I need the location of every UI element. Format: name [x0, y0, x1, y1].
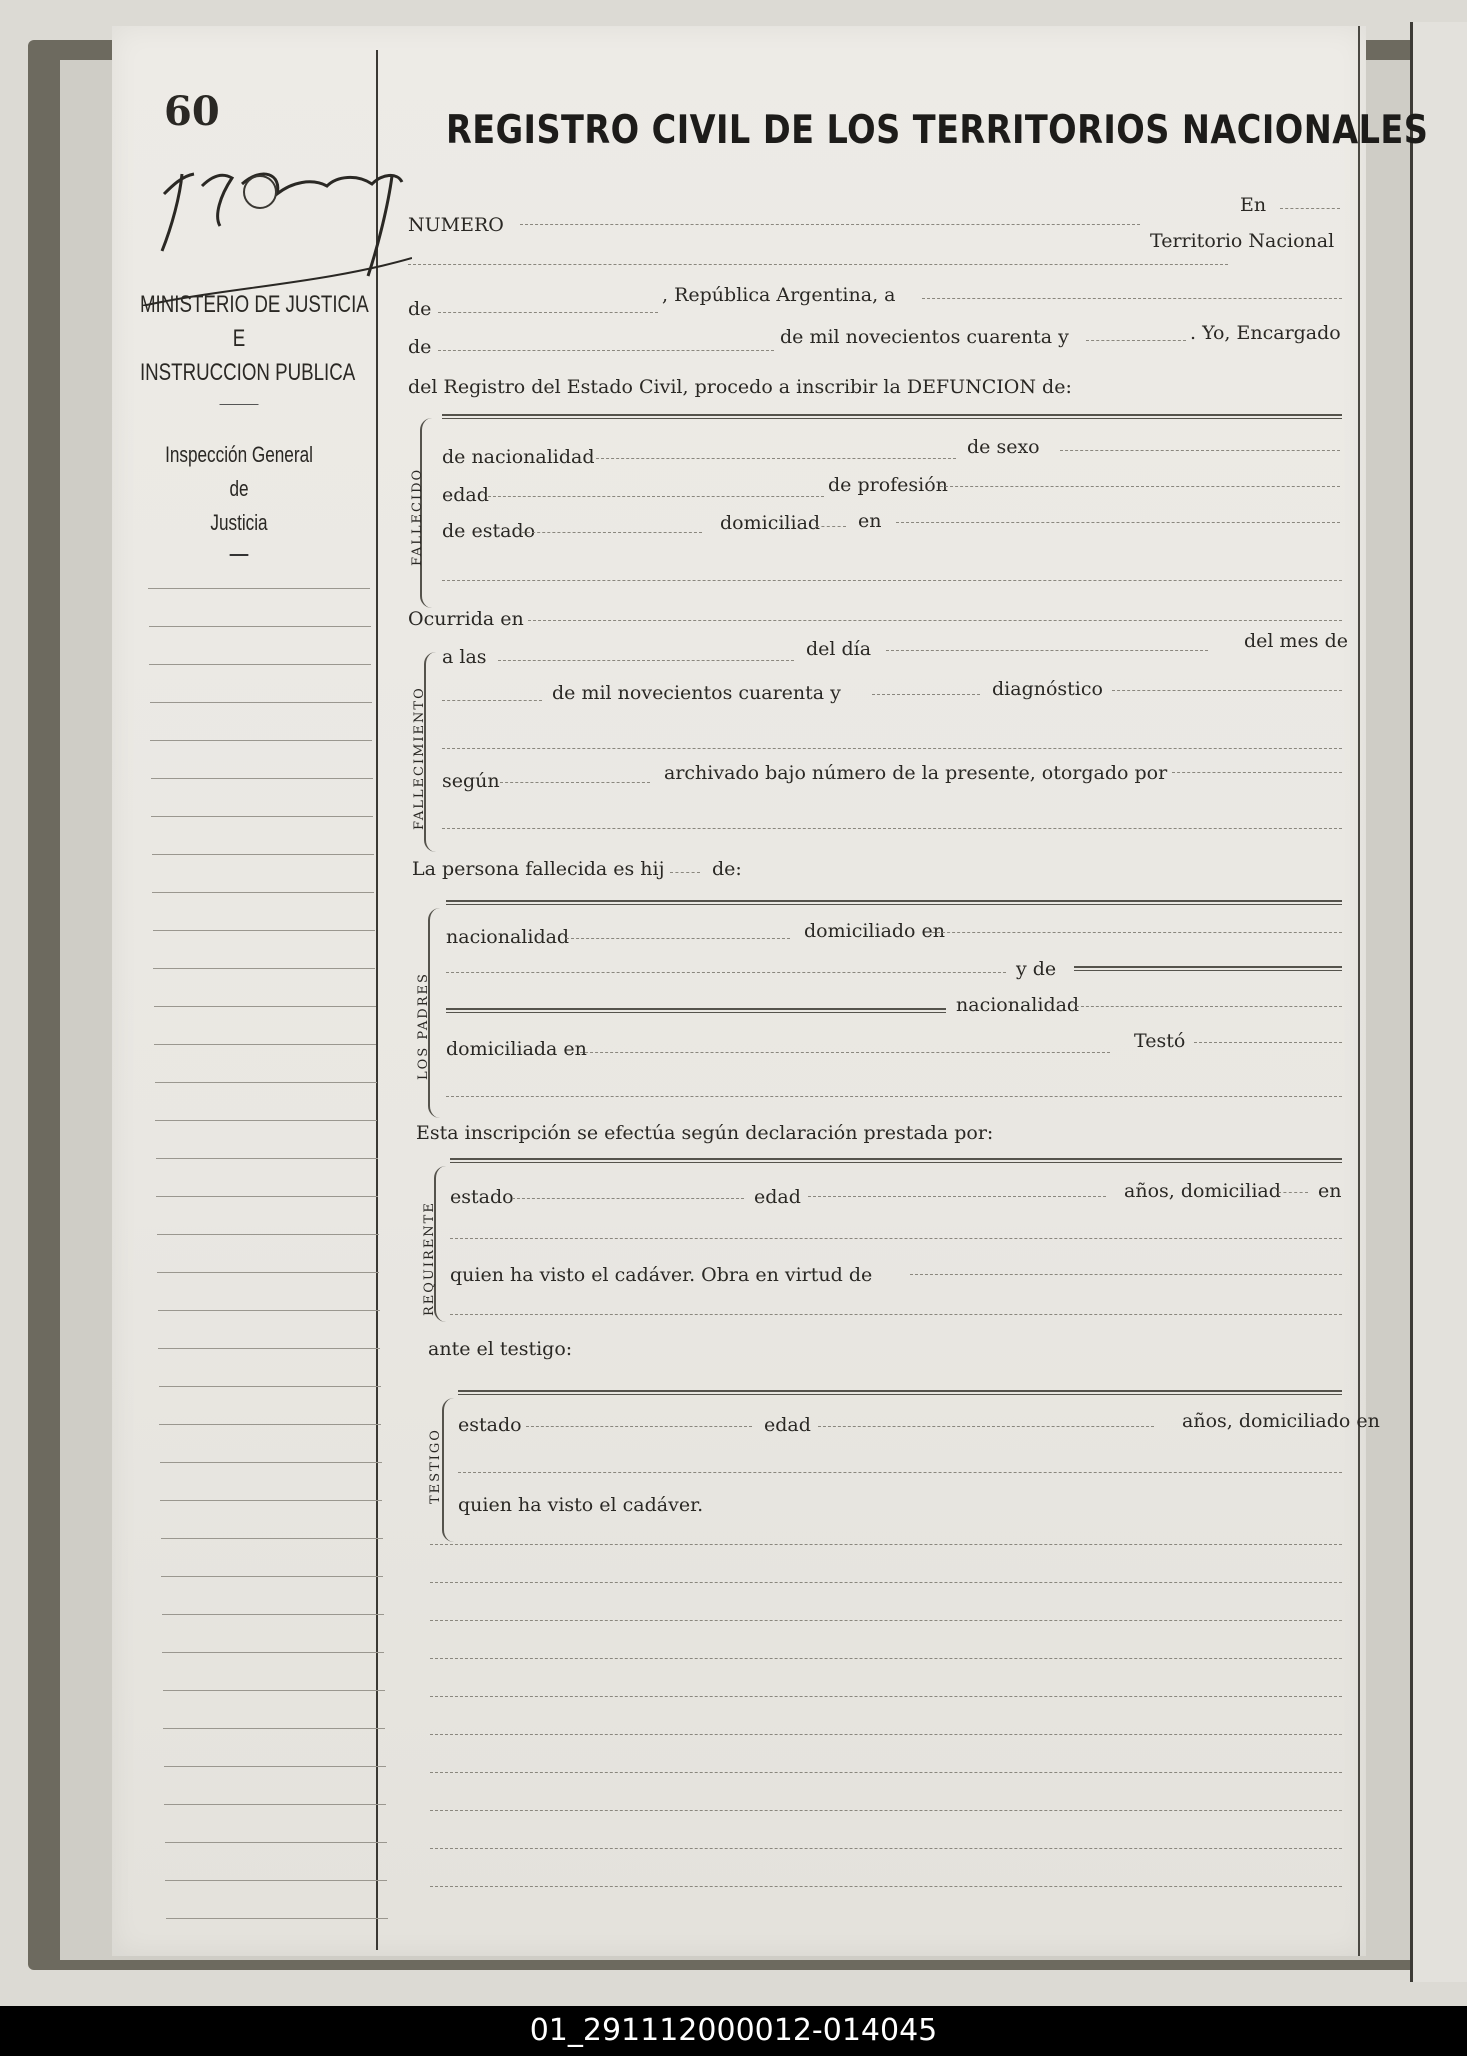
- estado-label: de estado: [442, 520, 536, 542]
- inspection-line-2: de: [229, 476, 249, 501]
- fallecimiento-side-label: FALLECIMIENTO: [412, 686, 427, 830]
- year-field[interactable]: [1086, 340, 1186, 341]
- del-mes-label: del mes de: [1244, 630, 1348, 652]
- margin-ruled-line: [156, 1196, 378, 1197]
- date-field[interactable]: [922, 298, 1342, 299]
- territorio-label: Territorio Nacional: [1150, 230, 1335, 252]
- father-address-field-2[interactable]: [446, 972, 1006, 973]
- profesion-field[interactable]: [940, 486, 1340, 487]
- hour-field[interactable]: [498, 660, 794, 661]
- margin-rule: [376, 50, 378, 1950]
- diagnostico-label: diagnóstico: [992, 678, 1103, 700]
- padres-intro-label: La persona fallecida es hij: [412, 858, 665, 880]
- domiciliad-suffix-field[interactable]: [816, 526, 846, 527]
- de-label-2: de: [408, 336, 432, 358]
- numero-label: NUMERO: [408, 214, 504, 236]
- margin-ruled-line: [152, 854, 374, 855]
- address-field-2[interactable]: [442, 580, 1342, 581]
- margin-ruled-line: [163, 1690, 385, 1691]
- margin-ruled-line: [150, 702, 372, 703]
- margin-ruled-line: [148, 588, 370, 589]
- father-address-field[interactable]: [932, 932, 1342, 933]
- otorgado-field-2[interactable]: [442, 828, 1342, 829]
- margin-ruled-line: [154, 1044, 376, 1045]
- en-label: En: [1240, 194, 1267, 216]
- handwritten-signature: [142, 116, 412, 306]
- del-dia-label: del día: [806, 638, 872, 660]
- testigo-intro: ante el testigo:: [428, 1338, 573, 1360]
- margin-ruled-line: [152, 892, 374, 893]
- margin-ruled-line: [158, 1348, 380, 1349]
- testigo-address-field[interactable]: [458, 1472, 1342, 1473]
- mother-address-field[interactable]: [580, 1052, 1110, 1053]
- mother-address-field-2[interactable]: [446, 1096, 1342, 1097]
- segun-label: según: [442, 770, 500, 792]
- en-label: en: [1318, 1180, 1342, 1202]
- ministry-line-1: MINISTERIO DE JUSTICIA: [139, 291, 369, 318]
- quien-label: quien ha visto el cadáver.: [458, 1494, 704, 1516]
- margin-ruled-line: [159, 1424, 381, 1425]
- de-label-1: de: [408, 298, 432, 320]
- diagnostico-field-2[interactable]: [442, 748, 1342, 749]
- ministry-heading: [139, 288, 369, 419]
- divider: [220, 404, 259, 405]
- address-field[interactable]: [896, 522, 1340, 523]
- sexo-field[interactable]: [1060, 450, 1340, 451]
- margin-ruled-line: [164, 1766, 386, 1767]
- margin-ruled-line: [162, 1652, 384, 1653]
- nacionalidad-label: nacionalidad: [956, 994, 1080, 1016]
- facing-page-edge: [1410, 22, 1467, 1982]
- deceased-name-field[interactable]: [442, 414, 1342, 419]
- requirente-edad-field[interactable]: [808, 1196, 1106, 1197]
- segun-field[interactable]: [500, 782, 650, 783]
- estado-field[interactable]: [522, 532, 702, 533]
- sexo-label: de sexo: [967, 436, 1040, 458]
- edad-label: edad: [764, 1414, 811, 1436]
- page-number: 60: [164, 88, 220, 135]
- inspection-heading: [140, 438, 338, 570]
- nacionalidad-field[interactable]: [596, 458, 956, 459]
- margin-ruled-line: [149, 664, 371, 665]
- margin-ruled-line: [160, 1462, 382, 1463]
- notes-ruled-line[interactable]: [430, 1848, 1342, 1849]
- mother-name-field-2[interactable]: [446, 1008, 946, 1013]
- mother-nationality-field[interactable]: [1076, 1006, 1342, 1007]
- profesion-label: de profesión: [828, 474, 948, 496]
- nacionalidad-label: nacionalidad: [446, 926, 570, 948]
- notes-ruled-line[interactable]: [430, 1544, 1342, 1545]
- ocurrida-label: Ocurrida en: [408, 608, 524, 630]
- diagnostico-field[interactable]: [1112, 690, 1342, 691]
- requirente-name-field[interactable]: [450, 1158, 1342, 1163]
- month-field[interactable]: [438, 350, 774, 351]
- domiciliada-en-label: domiciliada en: [446, 1038, 587, 1060]
- inspection-line-3: Justicia: [210, 510, 268, 535]
- margin-ruled-line: [158, 1310, 380, 1311]
- mother-name-field[interactable]: [1074, 966, 1342, 971]
- en-field[interactable]: [1280, 208, 1340, 209]
- padres-side-label: LOS PADRES: [416, 972, 431, 1080]
- inspection-line-1: Inspección General: [165, 442, 313, 467]
- death-month-field[interactable]: [442, 700, 542, 701]
- registro-statement: del Registro del Estado Civil, procedo a inscribir la DEFUNCION de:: [408, 376, 1072, 398]
- margin-ruled-line: [153, 968, 375, 969]
- mil-novecientos-label: de mil novecientos cuarenta y: [780, 326, 1069, 348]
- place-of-death-field[interactable]: [528, 620, 1342, 621]
- margin-ruled-line: [159, 1386, 381, 1387]
- death-year-field[interactable]: [872, 694, 980, 695]
- en-label: en: [858, 510, 882, 532]
- domiciliad-suffix-field[interactable]: [1278, 1192, 1308, 1193]
- requirente-estado-field[interactable]: [512, 1198, 744, 1199]
- hijo-suffix-field[interactable]: [670, 872, 700, 873]
- domiciliado-en-label: domiciliado en: [804, 920, 946, 942]
- margin-ruled-line: [157, 1234, 379, 1235]
- testigo-name-field[interactable]: [458, 1390, 1342, 1395]
- margin-ruled-line: [165, 1842, 387, 1843]
- section-brace: [442, 1398, 456, 1542]
- register-page: [112, 26, 1429, 1956]
- father-nationality-field[interactable]: [566, 938, 790, 939]
- republica-label: , República Argentina, a: [662, 284, 896, 306]
- yo-encargado-label: . Yo, Encargado: [1190, 322, 1341, 344]
- margin-ruled-line: [151, 816, 373, 817]
- testo-field[interactable]: [1194, 1042, 1342, 1043]
- margin-ruled-line: [157, 1272, 379, 1273]
- ministry-line-2: E: [232, 325, 246, 352]
- quien-obra-label: quien ha visto el cadáver. Obra en virtud de: [450, 1264, 873, 1286]
- margin-ruled-line: [149, 626, 371, 627]
- obra-en-virtud-field[interactable]: [910, 1274, 1342, 1275]
- edad-label: edad: [754, 1186, 801, 1208]
- y-de-label: y de: [1016, 958, 1057, 980]
- edad-field[interactable]: [488, 496, 824, 497]
- margin-ruled-line: [151, 778, 373, 779]
- notes-ruled-line[interactable]: [430, 1810, 1342, 1811]
- margin-ruled-line: [163, 1728, 385, 1729]
- margin-ruled-line: [162, 1614, 384, 1615]
- edad-label: edad: [442, 484, 489, 506]
- domiciliad-label: domiciliad: [720, 512, 821, 534]
- testo-label: Testó: [1134, 1030, 1186, 1052]
- notes-ruled-line[interactable]: [430, 1658, 1342, 1659]
- anos-domiciliad-label: años, domiciliad: [1124, 1180, 1281, 1202]
- margin-ruled-line: [150, 740, 372, 741]
- archivado-label: archivado bajo número de la presente, otorgado por: [664, 762, 1168, 784]
- margin-ruled-line: [161, 1576, 383, 1577]
- mil-novecientos-label: de mil novecientos cuarenta y: [552, 682, 841, 704]
- nacionalidad-label: de nacionalidad: [442, 446, 595, 468]
- notes-ruled-line[interactable]: [430, 1772, 1342, 1773]
- margin-ruled-line: [155, 1120, 377, 1121]
- notes-ruled-line[interactable]: [430, 1696, 1342, 1697]
- padres-intro-de: de:: [712, 858, 742, 880]
- day-field[interactable]: [886, 650, 1208, 651]
- numero-field[interactable]: [520, 224, 1140, 225]
- margin-ruled-line: [161, 1538, 383, 1539]
- notes-ruled-line[interactable]: [430, 1734, 1342, 1735]
- father-name-field[interactable]: [446, 900, 1342, 905]
- notes-ruled-line[interactable]: [430, 1620, 1342, 1621]
- testigo-side-label: TESTIGO: [428, 1428, 443, 1504]
- divider: [230, 554, 249, 556]
- margin-ruled-line: [153, 930, 375, 931]
- city-field[interactable]: [438, 312, 658, 313]
- margin-ruled-line: [166, 1918, 388, 1919]
- margin-ruled-line: [154, 1006, 376, 1007]
- margin-ruled-line: [165, 1880, 387, 1881]
- estado-label: estado: [450, 1186, 514, 1208]
- a-las-label: a las: [442, 646, 487, 668]
- image-id-caption: 01_291112000012-014045: [0, 2006, 1467, 2056]
- fallecido-side-label: FALLECIDO: [410, 467, 425, 566]
- requirente-side-label: REQUIRENTE: [422, 1201, 437, 1316]
- requirente-address-field[interactable]: [450, 1238, 1342, 1239]
- margin-ruled-line: [156, 1158, 378, 1159]
- right-border-rule: [1358, 26, 1360, 1956]
- form-title: REGISTRO CIVIL DE LOS TERRITORIOS NACIONALES: [446, 108, 1429, 153]
- margin-ruled-line: [160, 1500, 382, 1501]
- estado-label: estado: [458, 1414, 522, 1436]
- anos-domiciliado-label: años, domiciliado en: [1182, 1410, 1380, 1432]
- testigo-estado-field[interactable]: [526, 1426, 752, 1427]
- requirente-intro: Esta inscripción se efectúa según declaración prestada por:: [416, 1122, 994, 1144]
- jurisdiction-field[interactable]: [408, 264, 1228, 265]
- notes-ruled-line[interactable]: [430, 1886, 1342, 1887]
- ministry-line-3: INSTRUCCION PUBLICA: [139, 359, 356, 386]
- otorgado-field[interactable]: [1172, 772, 1342, 773]
- margin-ruled-line: [164, 1804, 386, 1805]
- obra-en-virtud-field-2[interactable]: [450, 1314, 1342, 1315]
- testigo-edad-field[interactable]: [818, 1426, 1154, 1427]
- margin-ruled-line: [155, 1082, 377, 1083]
- notes-ruled-line[interactable]: [430, 1582, 1342, 1583]
